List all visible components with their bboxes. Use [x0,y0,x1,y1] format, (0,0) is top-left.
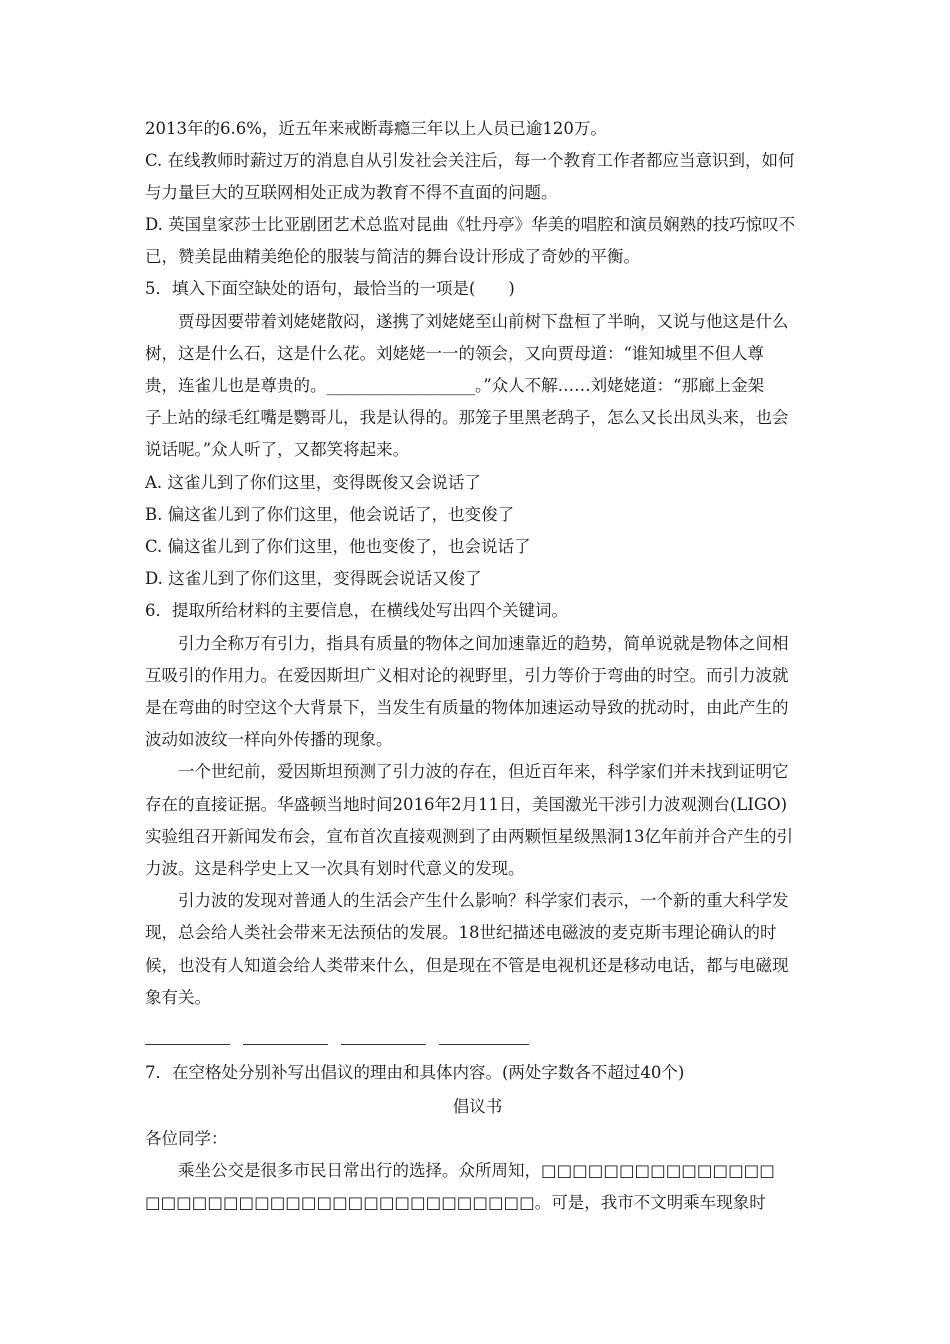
q4-option-d-line-2: 已，赞美昆曲精美绝伦的服装与简洁的舞台设计形成了奇妙的平衡。 [145,247,640,266]
q5-option-c: C. 偏这雀儿到了你们这里，他也变俊了，也会说话了 [145,537,531,556]
q5-passage-line-4: 子上站的绿毛红嘴是鹦哥儿，我是认得的。那笼子里黑老鸹子，怎么又长出凤头来，也会 [145,408,789,427]
q5-option-d: D. 这雀儿到了你们这里，变得既会说话又俊了 [145,569,482,588]
q6-stem: 6．提取所给材料的主要信息，在横线处写出四个关键词。 [145,601,568,620]
q6-keyword-blank-3[interactable] [341,1044,426,1045]
q6-para3-line-3: 候，也没有人知道会给人类带来什么，但是现在不管是电视机还是移动电话，都与电磁现 [145,956,789,975]
q5-option-a: A. 这雀儿到了你们这里，变得既俊又会说话了 [145,473,481,492]
q6-para3-line-2: 现，总会给人类社会带来无法预估的发展。18世纪描述电磁波的麦克斯韦理论确认的时 [145,923,777,942]
q6-para2-line-2: 存在的直接证据。华盛顿当地时间2016年2月11日，美国激光干涉引力波观测台(LIGO) [145,795,788,814]
q4-option-d-line-1: D. 英国皇家莎士比亚剧团艺术总监对昆曲《牡丹亭》华美的唱腔和演员娴熟的技巧惊叹不 [145,215,796,234]
q5-passage-line-2: 树，这是什么石，这是什么花。刘姥姥一一的领会，又向贾母道：“谁知城里不但人尊 [145,344,764,363]
q5-stem: 5．填入下面空缺处的语句，最恰当的一项是( ) [145,279,515,298]
q6-para2-line-3: 实验组召开新闻发布会，宣布首次直接观测到了由两颗恒星级黑洞13亿年前并合产生的引 [145,827,793,846]
q7-body-line-2: □□□□□□□□□□□□□□□□□□□□□□□□□。可是，我市不文明乘车现象时 [145,1193,766,1212]
q7-body-line-1: 乘坐公交是很多市民日常出行的选择。众所周知，□□□□□□□□□□□□□□□ [178,1161,775,1180]
q6-keyword-blank-2[interactable] [243,1044,328,1045]
q6-para1-line-1: 引力全称万有引力，指具有质量的物体之间加速靠近的趋势，简单说就是物体之间相 [178,634,789,653]
q4-option-c-line-1: C. 在线教师时薪过万的消息自从引发社会关注后，每一个教育工作者都应当意识到，如何 [145,151,795,170]
q4-option-c-line-2: 与力量巨大的互联网相处正成为教育不得不直面的问题。 [145,183,558,202]
q6-para3-line-4: 象有关。 [145,988,211,1007]
q6-para3-line-1: 引力波的发现对普通人的生活会产生什么影响？科学家们表示，一个新的重大科学发 [178,891,789,910]
q6-para1-line-3: 是在弯曲的时空这个大背景下，当发生有质量的物体加速运动导致的扰动时，由此产生的 [145,698,789,717]
q7-stem: 7．在空格处分别补写出倡议的理由和具体内容。(两处字数各不超过40个) [145,1063,685,1082]
q5-passage-line-3: 贵，连雀儿也是尊贵的。__________________。”众人不解……刘姥姥道：“那廊上金架 [145,376,765,395]
q6-keyword-blank-4[interactable] [439,1044,529,1045]
q6-para1-line-4: 波动如波纹一样向外传播的现象。 [145,730,393,749]
q6-keyword-blank-1[interactable] [145,1044,230,1045]
q6-para2-line-4: 力波。这是科学史上又一次具有划时代意义的发现。 [145,859,525,878]
q5-passage-line-1: 贾母因要带着刘姥姥散闷，遂携了刘姥姥至山前树下盘桓了半晌，又说与他这是什么 [178,312,789,331]
q5-option-b: B. 偏这雀儿到了你们这里，他会说话了，也变俊了 [145,505,515,524]
q7-salutation: 各位同学： [145,1129,228,1148]
q7-proposal-title: 倡议书 [452,1097,503,1116]
q6-para1-line-2: 互吸引的作用力。在爱因斯坦广义相对论的视野里，引力等价于弯曲的时空。而引力波就 [145,666,789,685]
q5-passage-line-5: 说话呢。”众人听了，又都笑将起来。 [145,440,410,459]
q4-line-1: 2013年的6.6%，近五年来戒断毒瘾三年以上人员已逾120万。 [145,119,607,138]
q6-para2-line-1: 一个世纪前，爱因斯坦预测了引力波的存在，但近百年来，科学家们并未找到证明它 [178,762,789,781]
